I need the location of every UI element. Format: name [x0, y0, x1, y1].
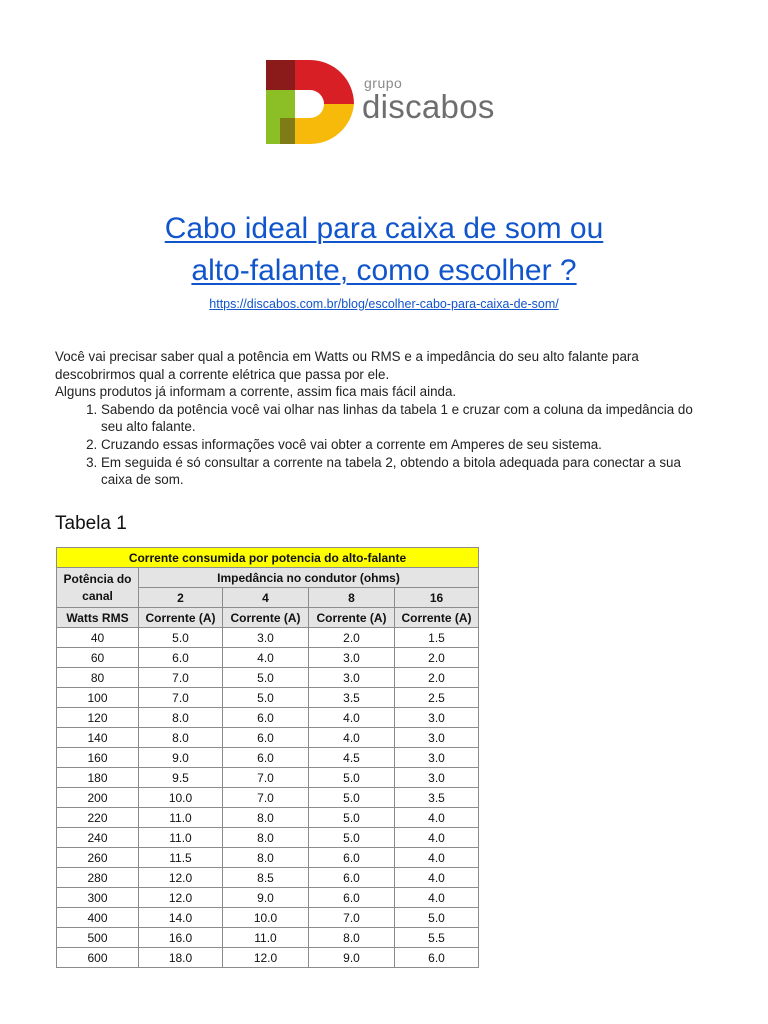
watts-header: Watts RMS — [57, 608, 139, 628]
corrente-cell: 3.0 — [395, 768, 479, 788]
corrente-header: Corrente (A) — [309, 608, 395, 628]
watts-cell: 40 — [57, 628, 139, 648]
corrente-cell: 5.0 — [309, 828, 395, 848]
table-row — [57, 768, 479, 788]
watts-cell: 240 — [57, 828, 139, 848]
watts-cell: 80 — [57, 668, 139, 688]
corrente-cell: 4.0 — [395, 808, 479, 828]
current-table — [56, 547, 479, 968]
corrente-cell: 8.0 — [223, 828, 309, 848]
corrente-cell: 5.5 — [395, 928, 479, 948]
corrente-cell: 11.5 — [139, 848, 223, 868]
table-row — [57, 868, 479, 888]
table-row — [57, 888, 479, 908]
impedance-value: 16 — [395, 588, 479, 608]
corrente-header: Corrente (A) — [139, 608, 223, 628]
corrente-cell: 6.0 — [395, 948, 479, 968]
table-row — [57, 728, 479, 748]
corrente-cell: 3.0 — [309, 648, 395, 668]
corrente-cell: 6.0 — [309, 848, 395, 868]
corrente-cell: 8.0 — [139, 708, 223, 728]
corrente-cell: 3.0 — [395, 728, 479, 748]
corrente-cell: 12.0 — [139, 868, 223, 888]
corrente-cell: 5.0 — [223, 668, 309, 688]
corrente-cell: 2.0 — [395, 668, 479, 688]
step-item: 1. Sabendo da potência você vai olhar nas linhas da tabela 1 e cruzar com a coluna da impedância do seu alto falante. — [101, 401, 715, 436]
watts-cell: 140 — [57, 728, 139, 748]
table-row — [57, 648, 479, 668]
table-row — [57, 948, 479, 968]
corrente-cell: 4.0 — [309, 708, 395, 728]
corrente-cell: 9.0 — [139, 748, 223, 768]
corrente-cell: 5.0 — [139, 628, 223, 648]
corrente-cell: 4.0 — [223, 648, 309, 668]
corrente-cell: 18.0 — [139, 948, 223, 968]
corrente-cell: 7.0 — [309, 908, 395, 928]
impedance-value: 8 — [309, 588, 395, 608]
logo-overlap-top — [266, 60, 295, 90]
corrente-cell: 8.0 — [223, 848, 309, 868]
corrente-cell: 3.5 — [395, 788, 479, 808]
corrente-cell: 12.0 — [223, 948, 309, 968]
corrente-cell: 9.0 — [223, 888, 309, 908]
corrente-cell: 3.0 — [395, 708, 479, 728]
corrente-cell: 5.0 — [309, 768, 395, 788]
table-row — [57, 688, 479, 708]
watts-cell: 300 — [57, 888, 139, 908]
corrente-cell: 3.0 — [309, 668, 395, 688]
corrente-cell: 9.5 — [139, 768, 223, 788]
corrente-cell: 9.0 — [309, 948, 395, 968]
watts-cell: 260 — [57, 848, 139, 868]
corrente-cell: 4.5 — [309, 748, 395, 768]
corrente-cell: 8.5 — [223, 868, 309, 888]
title-line-1[interactable]: Cabo ideal para caixa de som ou — [164, 212, 604, 245]
corrente-cell: 2.5 — [395, 688, 479, 708]
corrente-cell: 3.0 — [223, 628, 309, 648]
corrente-cell: 8.0 — [139, 728, 223, 748]
page-title[interactable] — [0, 208, 768, 292]
table-row — [57, 628, 479, 648]
corrente-cell: 7.0 — [139, 668, 223, 688]
table-row — [57, 788, 479, 808]
corrente-cell: 2.0 — [309, 628, 395, 648]
corrente-cell: 7.0 — [223, 788, 309, 808]
table-row — [57, 808, 479, 828]
watts-cell: 160 — [57, 748, 139, 768]
watts-cell: 600 — [57, 948, 139, 968]
corrente-cell: 4.0 — [395, 888, 479, 908]
step-item: 3. Em seguida é só consultar a corrente na tabela 2, obtendo a bitola adequada para conectar a sua caixa de som. — [101, 454, 715, 489]
corrente-cell: 4.0 — [395, 848, 479, 868]
potencia-header: Potência do canal — [57, 568, 139, 608]
corrente-cell: 6.0 — [309, 888, 395, 908]
article-url-link[interactable]: https://discabos.com.br/blog/escolher-cabo-para-caixa-de-som/ — [209, 297, 559, 311]
watts-cell: 200 — [57, 788, 139, 808]
table-row — [57, 668, 479, 688]
impedancia-header: Impedância no condutor (ohms) — [139, 568, 479, 588]
impedance-value: 4 — [223, 588, 309, 608]
table-row — [57, 748, 479, 768]
watts-cell: 400 — [57, 908, 139, 928]
step-item: 2. Cruzando essas informações você vai obter a corrente em Amperes de seu sistema. — [101, 436, 715, 454]
corrente-cell: 6.0 — [309, 868, 395, 888]
intro-paragraph-2: Alguns produtos já informam a corrente, assim fica mais fácil ainda. — [55, 384, 457, 400]
intro-paragraph-1: Você vai precisar saber qual a potência em Watts ou RMS e a impedância do seu alto falante para descobrirmos qual a corrente elétrica que passa por ele. — [55, 349, 639, 382]
corrente-cell: 6.0 — [139, 648, 223, 668]
logo-d-mark — [266, 60, 354, 144]
corrente-cell: 8.0 — [223, 808, 309, 828]
watts-cell: 100 — [57, 688, 139, 708]
table-body — [57, 628, 479, 968]
corrente-cell: 10.0 — [139, 788, 223, 808]
watts-cell: 180 — [57, 768, 139, 788]
corrente-cell: 5.0 — [309, 788, 395, 808]
corrente-cell: 1.5 — [395, 628, 479, 648]
table-caption: Corrente consumida por potencia do alto-falante — [57, 548, 479, 568]
corrente-cell: 8.0 — [309, 928, 395, 948]
corrente-cell: 5.0 — [223, 688, 309, 708]
corrente-cell: 16.0 — [139, 928, 223, 948]
corrente-cell: 7.0 — [223, 768, 309, 788]
watts-cell: 500 — [57, 928, 139, 948]
corrente-cell: 6.0 — [223, 708, 309, 728]
corrente-cell: 12.0 — [139, 888, 223, 908]
corrente-cell: 11.0 — [139, 828, 223, 848]
corrente-cell: 5.0 — [395, 908, 479, 928]
corrente-cell: 4.0 — [395, 828, 479, 848]
corrente-cell: 6.0 — [223, 748, 309, 768]
corrente-cell: 7.0 — [139, 688, 223, 708]
corrente-header: Corrente (A) — [395, 608, 479, 628]
corrente-cell: 11.0 — [223, 928, 309, 948]
table-row — [57, 908, 479, 928]
watts-cell: 60 — [57, 648, 139, 668]
corrente-cell: 10.0 — [223, 908, 309, 928]
corrente-cell: 14.0 — [139, 908, 223, 928]
corrente-cell: 11.0 — [139, 808, 223, 828]
watts-cell: 120 — [57, 708, 139, 728]
table-row — [57, 828, 479, 848]
table-row — [57, 848, 479, 868]
corrente-cell: 4.0 — [309, 728, 395, 748]
logo-overlap-bottom — [280, 118, 295, 144]
intro-text — [55, 348, 715, 489]
watts-cell: 280 — [57, 868, 139, 888]
corrente-cell: 2.0 — [395, 648, 479, 668]
corrente-cell: 3.5 — [309, 688, 395, 708]
logo-text-discabos: discabos — [362, 88, 495, 125]
title-line-2[interactable]: alto-falante, como escolher ? — [191, 254, 577, 287]
table-row — [57, 928, 479, 948]
tabela-1-heading: Tabela 1 — [55, 513, 127, 534]
corrente-cell: 5.0 — [309, 808, 395, 828]
corrente-cell: 6.0 — [223, 728, 309, 748]
impedance-value: 2 — [139, 588, 223, 608]
table-row — [57, 708, 479, 728]
steps-list — [55, 401, 715, 489]
corrente-cell: 4.0 — [395, 868, 479, 888]
watts-cell: 220 — [57, 808, 139, 828]
logo-text-grupo: grupo — [364, 75, 403, 91]
corrente-header: Corrente (A) — [223, 608, 309, 628]
corrente-cell: 3.0 — [395, 748, 479, 768]
